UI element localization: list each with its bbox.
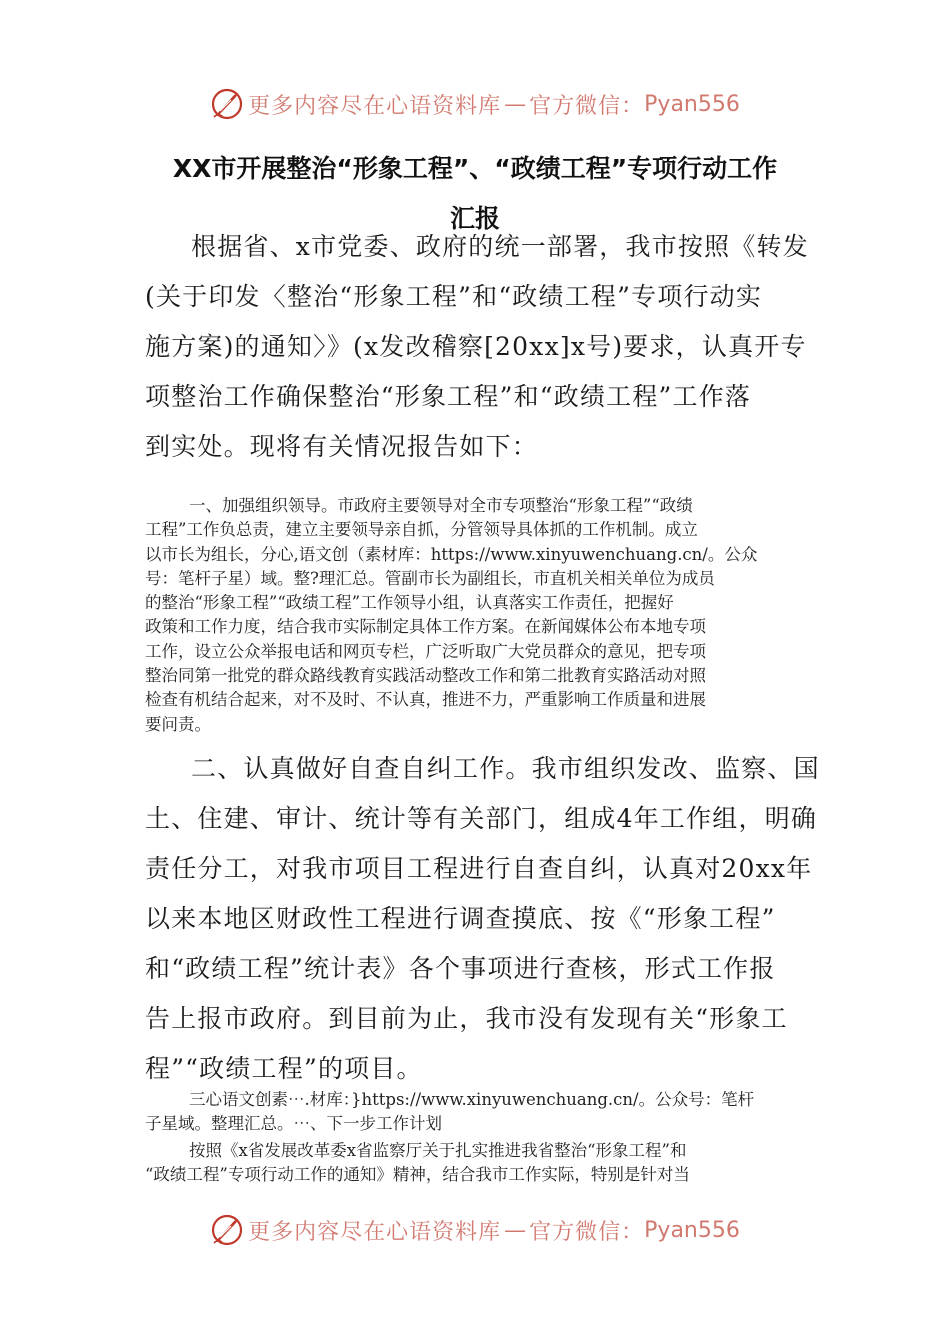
intro-paragraph: [145, 222, 807, 472]
text-line: 土、住建、审计、统计等有关部门，组成4年工作组，明确: [145, 804, 818, 833]
text-line: 号：笔杆子星）域。整?理汇总。管副市长为副组长，市直机关相关单位为成员: [145, 568, 715, 588]
text-line: 施方案)的通知〉》(x发改稽察[20xx]x号)要求，认真开专: [145, 332, 807, 361]
text-line: 三心语文创素⋯.材库：}https://www.xinyuwenchuang.cn/。公众号：笔杆: [189, 1090, 755, 1109]
text-line: 按照《x省发展改革委x省监察厅关于扎实推进我省整治“形象工程”和: [189, 1141, 687, 1160]
text-line: 责任分工，对我市项目工程进行自查自纠，认真对20xx年: [145, 854, 813, 883]
section-4-paragraph: [145, 1139, 809, 1188]
text-line: 和“政绩工程”统计表》各个事项进行查核，形式工作报: [145, 954, 776, 983]
watermark-banner-top: [0, 82, 950, 126]
text-line: 要问责。: [145, 714, 211, 734]
text-line: 项整治工作确保整治“形象工程”和“政绩工程”工作落: [145, 382, 752, 411]
text-line: “政绩工程”专项行动工作的通知》精神，结合我市工作实际，特别是针对当: [145, 1165, 690, 1185]
text-line: 检查有机结合起来，对不及时、不认真，推进不力，严重影响工作质量和进展: [145, 690, 706, 710]
section-2-paragraph: [145, 744, 820, 1094]
watermark-wechat-label: 官方微信：: [529, 1219, 645, 1245]
text-line: 的整治“形象工程”“政绩工程”工作领导小组，认真落实工作责任，把握好: [145, 593, 674, 613]
watermark-slogan: 更多内容尽在心语资料库: [248, 1219, 502, 1245]
quill-pen-logo-icon: [210, 1213, 244, 1247]
section-1-paragraph: [145, 494, 809, 737]
text-line: 二、认真做好自查自纠工作。我市组织发改、监察、国: [191, 754, 820, 783]
text-line: (关于印发〈整治“形象工程”和“政绩工程”专项行动实: [145, 282, 763, 311]
document-title-line-1: XX市开展整治“形象工程”、“政绩工程”专项行动工作: [172, 154, 778, 183]
text-line: 整治同第一批党的群众路线教育实践活动整改工作和第二批教育实路活动对照: [145, 666, 706, 686]
watermark-wechat-id: Pyan556: [644, 91, 740, 117]
document-title-line-2: 汇报: [449, 204, 500, 233]
text-line: 到实处。现将有关情况报告如下：: [145, 432, 539, 461]
text-line: 工作，设立公众举报电话和网页专栏，广泛听取广大党员群众的意见，把专项: [145, 641, 706, 661]
text-line: 子星域。整理汇总。⋯、下一步工作计划: [145, 1114, 442, 1134]
watermark-banner-bottom: [0, 1208, 950, 1252]
watermark-dash: —: [504, 91, 527, 117]
text-line: 政策和工作力度，结合我市实际制定具体工作方案。在新闻媒体公布本地专项: [145, 617, 706, 637]
text-line: 根据省、x市党委、政府的统一部署，我市按照《转发: [191, 232, 809, 261]
quill-pen-logo-icon: [210, 87, 244, 121]
watermark-wechat-label: 官方微信：: [529, 93, 645, 119]
text-line: 一、加强组织领导。市政府主要领导对全市专项整治“形象工程”“政绩: [189, 496, 693, 515]
text-line: 以来本地区财政性工程进行调查摸底、按《“形象工程”: [145, 904, 776, 933]
text-line: 以市长为组长，分心,语文创（素材库：https://www.xinyuwenchuang.cn/。公众: [145, 544, 758, 564]
watermark-wechat-id: Pyan556: [644, 1217, 740, 1243]
text-line: 程”“政绩工程”的项目。: [145, 1054, 423, 1083]
text-line: 告上报市政府。到目前为止，我市没有发现有关“形象工: [145, 1004, 788, 1033]
section-3-paragraph: [145, 1088, 809, 1137]
watermark-slogan: 更多内容尽在心语资料库: [248, 93, 502, 119]
text-line: 工程”工作负总责，建立主要领导亲自抓，分管领导具体抓的工作机制。成立: [145, 520, 698, 540]
watermark-dash: —: [504, 1217, 527, 1243]
